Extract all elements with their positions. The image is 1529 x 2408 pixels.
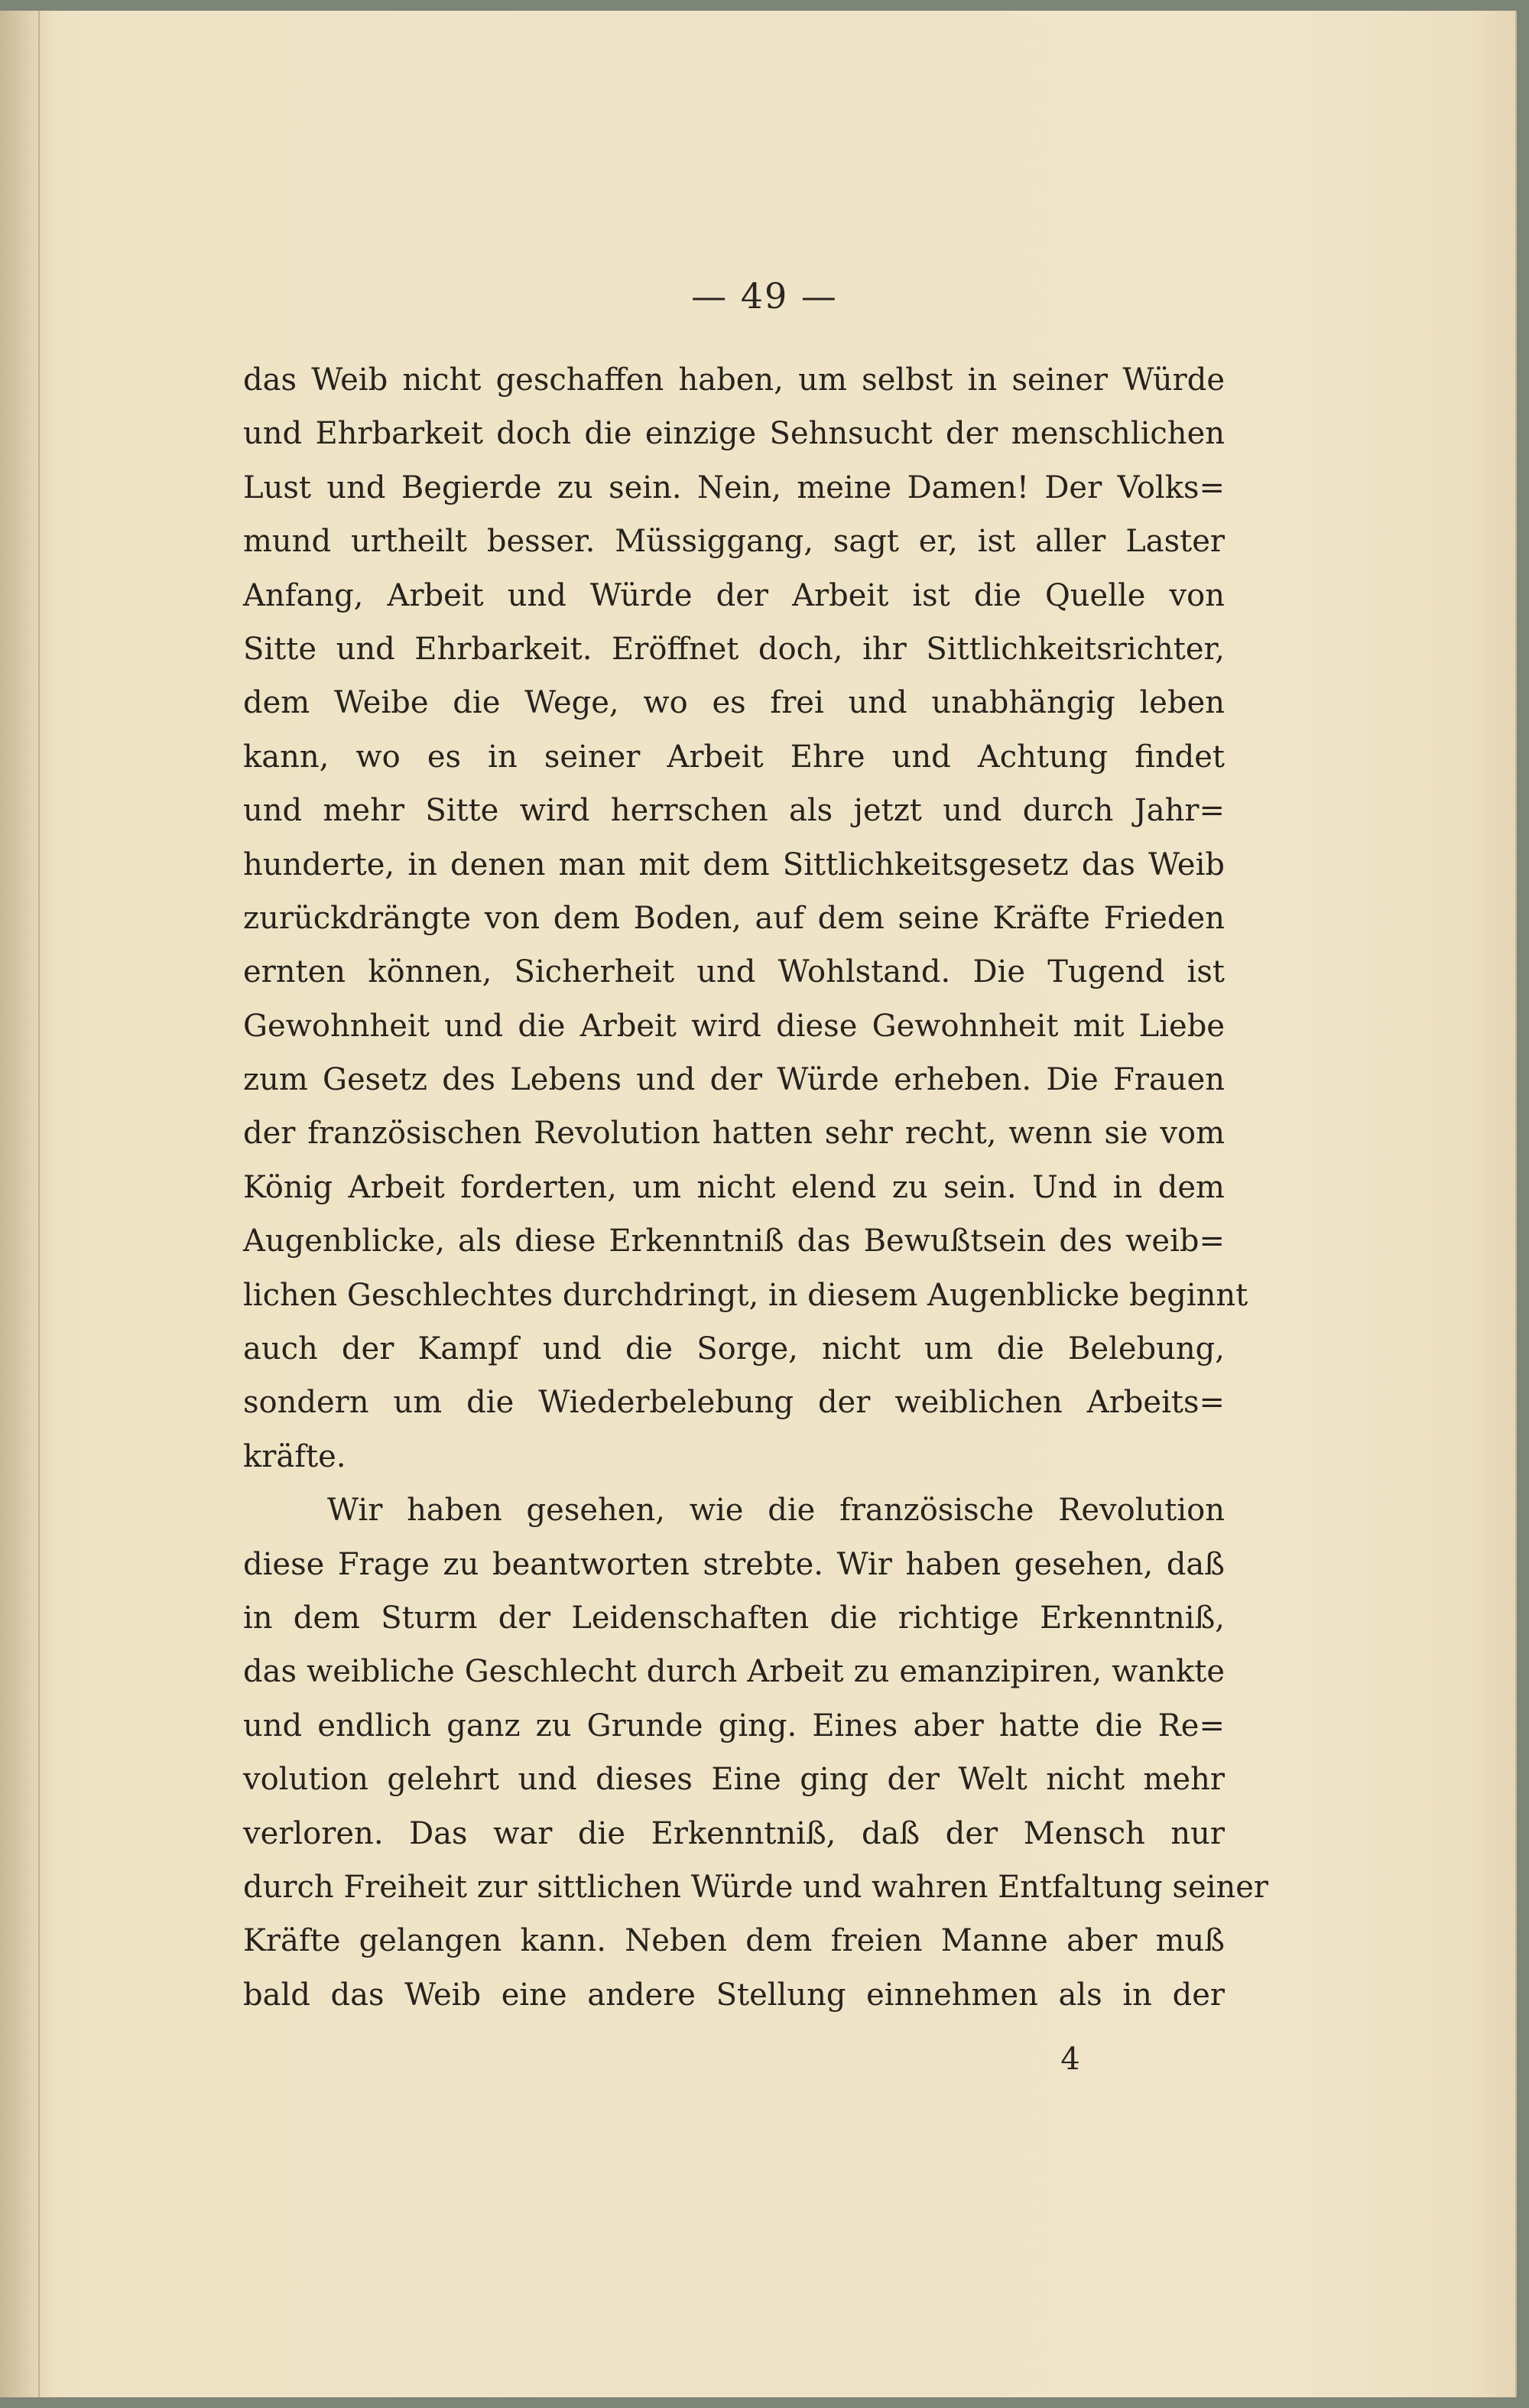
text-line: sondern um die Wiederbelebung der weiblichen Arbeits= <box>243 1385 1225 1421</box>
text-line: Augenblicke, als diese Erkenntniß das Bewußtsein des weib= <box>243 1223 1225 1259</box>
text-line: mund urtheilt besser. Müssiggang, sagt er, ist aller Laster <box>243 524 1225 560</box>
text-line: zum Gesetz des Lebens und der Würde erheben. Die Frauen <box>243 1062 1225 1098</box>
text-line: der französischen Revolution hatten sehr recht, wenn sie vom <box>243 1116 1225 1152</box>
text-line: das Weib nicht geschaffen haben, um selbst in seiner Würde <box>243 362 1225 398</box>
text-line: kräfte. <box>243 1438 346 1474</box>
text-line: auch der Kampf und die Sorge, nicht um die Belebung, <box>243 1331 1225 1367</box>
text-line: bald das Weib eine andere Stellung einnehmen als in der <box>243 1977 1225 2013</box>
text-line: durch Freiheit zur sittlichen Würde und wahren Entfaltung seiner <box>243 1869 1269 1905</box>
text-line: volution gelehrt und dieses Eine ging der Welt nicht mehr <box>243 1762 1225 1798</box>
text-line: und mehr Sitte wird herrschen als jetzt und durch Jahr= <box>243 793 1225 829</box>
text-line: ernten können, Sicherheit und Wohlstand. Die Tugend ist <box>243 954 1225 990</box>
text-line: kann, wo es in seiner Arbeit Ehre und Achtung findet <box>243 739 1225 775</box>
text-line: Wir haben gesehen, wie die französische Revolution <box>327 1493 1225 1529</box>
text-line: hunderte, in denen man mit dem Sittlichkeitsgesetz das Weib <box>243 847 1225 882</box>
text-line: und endlich ganz zu Grunde ging. Eines aber hatte die Re= <box>243 1708 1225 1743</box>
text-line: diese Frage zu beantworten strebte. Wir haben gesehen, daß <box>243 1546 1225 1582</box>
spine-shadow <box>0 11 54 2397</box>
page-number-header: — 49 — <box>691 275 838 317</box>
text-line: Sitte und Ehrbarkeit. Eröffnet doch, ihr Sittlichkeitsrichter, <box>243 631 1225 667</box>
body-text <box>243 353 1269 2022</box>
text-line: in dem Sturm der Leidenschaften die richtige Erkenntniß, <box>243 1600 1225 1636</box>
text-line: verloren. Das war die Erkenntniß, daß der Mensch nur <box>243 1815 1225 1851</box>
text-line: Gewohnheit und die Arbeit wird diese Gewohnheit mit Liebe <box>243 1008 1225 1044</box>
gutter-fold-line <box>38 11 40 2397</box>
text-line: Lust und Begierde zu sein. Nein, meine Damen! Der Volks= <box>243 470 1225 505</box>
text-line: Kräfte gelangen kann. Neben dem freien Manne aber muß <box>243 1923 1225 1959</box>
text-line: zurückdrängte von dem Boden, auf dem seine Kräfte Frieden <box>243 900 1225 936</box>
text-line: dem Weibe die Wege, wo es frei und unabhängig leben <box>243 685 1225 721</box>
text-line: und Ehrbarkeit doch die einzige Sehnsucht der menschlichen <box>243 416 1225 452</box>
text-line: Anfang, Arbeit und Würde der Arbeit ist die Quelle von <box>243 577 1225 613</box>
text-line: König Arbeit forderten, um nicht elend zu sein. Und in dem <box>243 1169 1225 1205</box>
text-line: lichen Geschlechtes durchdringt, in diesem Augenblicke beginnt <box>243 1277 1248 1313</box>
text-line: das weibliche Geschlecht durch Arbeit zu emanzipiren, wankte <box>243 1654 1225 1690</box>
signature-mark: 4 <box>1060 2042 1080 2077</box>
